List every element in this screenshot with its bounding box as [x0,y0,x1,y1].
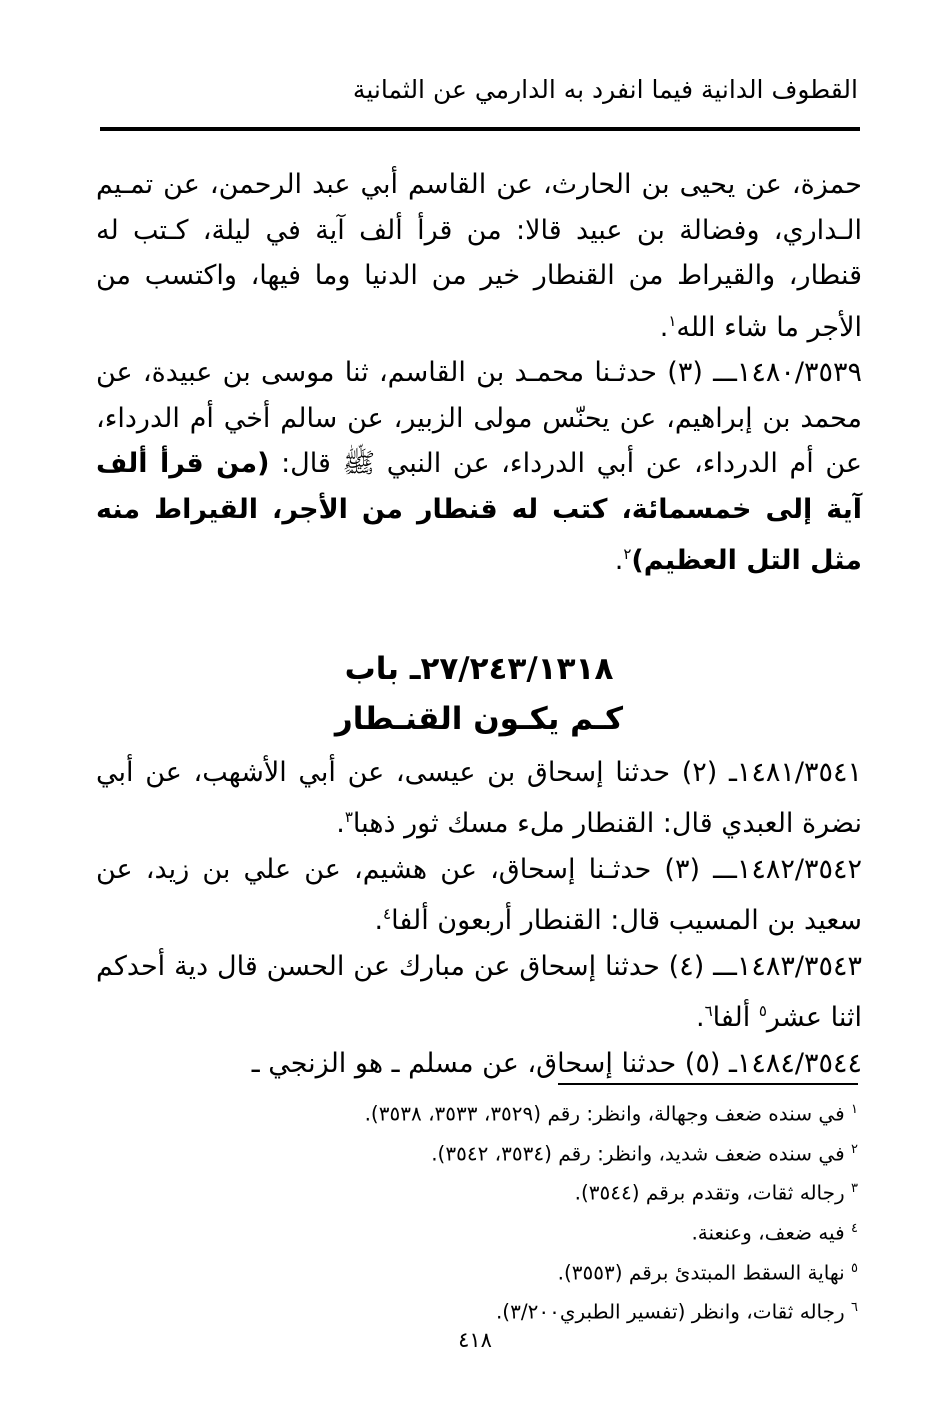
hadith-1482-text: ١٤٨٢/٣٥٤٢ـــ (٣) حدثـنا إسحاق، عن هشيم، عن علي بن زيد، عن سعيد بن المسيب قال: القنطار أربعون ألفا [96,853,862,936]
hadith-1480-quote: (من قرأ ألف آية إلى خمسمائة، كتب له قنطار من الأجر، القيراط منه مثل التل العظيم) [96,448,862,576]
hadith-1483-text-b: ألفا [712,1002,759,1033]
footnote-number: ٥ [851,1260,858,1276]
footnote-separator [558,1083,858,1085]
hadith-1480-text: ١٤٨٠/٣٥٣٩ـــ (٣) حدثـنا محمـد بن القاسم، ثنا موسى بن عبيدة، عن محمد بن إبراهيم، عن يحنّس مولى الزبير، عن سالم أخي أم الدرداء، عن أم الدرداء، عن أبي الدرداء، عن النبي ﷺ قال: [96,357,862,479]
footnote-ref-1: ١ [668,311,677,330]
chapter-heading [96,644,862,744]
hadith-1480-end: . [614,545,624,576]
footnotes [158,1092,858,1330]
footnote-ref-5: ٥ [758,1002,767,1020]
footnote [158,1092,858,1132]
page-number: ٤١٨ [458,1328,492,1352]
footnote-ref-2: ٢ [623,545,632,563]
footnote-text: رجاله ثقات، وتقدم برقم (٣٥٤٤). [574,1180,852,1205]
hadith-1484-text: ١٤٨٤/٣٥٤٤ـ (٥) حدثنا إسحاق، عن مسلم ـ هو الزنجي ـ [251,1047,862,1079]
paragraph-1-end: . [659,311,669,343]
hadith-1482 [96,847,862,944]
paragraph-1-text: حمزة، عن يحيى بن الحارث، عن القاسم أبي عبد الرحمن، عن تمـيم الـداري، وفضالة بن عبيد قالا: من قرأ ألف آية في ليلة، كـتب له قنطار، والقيراط من القنطار خير من الدنيا وما فيها، واكتسب من الأجر ما شاء الله [96,169,862,343]
footnote-ref-6: ٦ [704,1002,713,1020]
hadith-1482-end: . [374,905,384,936]
paragraph-1 [96,162,862,350]
footnote-number: ٢ [851,1141,858,1157]
footnote-text: في سنده ضعف شديد، وانظر: رقم (٣٥٣٤، ٣٥٤٢). [431,1141,852,1166]
hadith-1480 [96,350,862,584]
hadith-1481-text: ١٤٨١/٣٥٤١ـ (٢) حدثنا إسحاق بن عيسى، عن أبي الأشهب، عن أبي نضرة العبدي قال: القنطار ملء مسك ثور ذهبا [96,756,863,839]
footnote-number: ٦ [851,1300,858,1316]
footnote-ref-4: ٤ [383,905,392,923]
hadith-1484 [96,1041,862,1087]
header-rule [100,127,860,131]
chapter-title: كـم يكـون القنـطار [334,700,624,737]
hadith-1483-text: ١٤٨٣/٣٥٤٣ـــ (٤) حدثنا إسحاق عن مبارك عن الحسن قال دية أحدكم اثنا عشر [96,950,862,1033]
hadith-1481 [96,750,862,847]
footnote [158,1290,858,1330]
footnote-number: ٣ [851,1181,858,1197]
footnote-text: رجاله ثقات، وانظر (تفسير الطبري٣/٢٠٠). [495,1299,852,1324]
hadith-1483-end: . [696,1002,705,1033]
footnote-text: فيه ضعف، وعنعنة. [691,1220,852,1245]
footnote-text: نهاية السقط المبتدئ برقم (٣٥٥٣). [557,1260,852,1285]
main-text [96,162,862,1086]
footnote-text: في سنده ضعف وجهالة، وانظر: رقم (٣٥٢٩، ٣٥٣٣، ٣٥٣٨). [364,1101,852,1126]
hadith-1481-end: . [336,808,345,839]
footnote [158,1251,858,1291]
footnote [158,1132,858,1172]
footnote-ref-3: ٣ [344,808,353,826]
hadith-1483 [96,944,862,1041]
footnote [158,1211,858,1251]
footnote-number: ١ [851,1102,858,1117]
footnote [158,1171,858,1211]
running-header: القطوف الدانية فيما انفرد به الدارمي عن الثمانية [352,75,858,104]
footnote-number: ٤ [851,1220,858,1236]
chapter-number-line: ٢٧/٢٤٣/١٣١٨ـ باب [344,650,614,687]
